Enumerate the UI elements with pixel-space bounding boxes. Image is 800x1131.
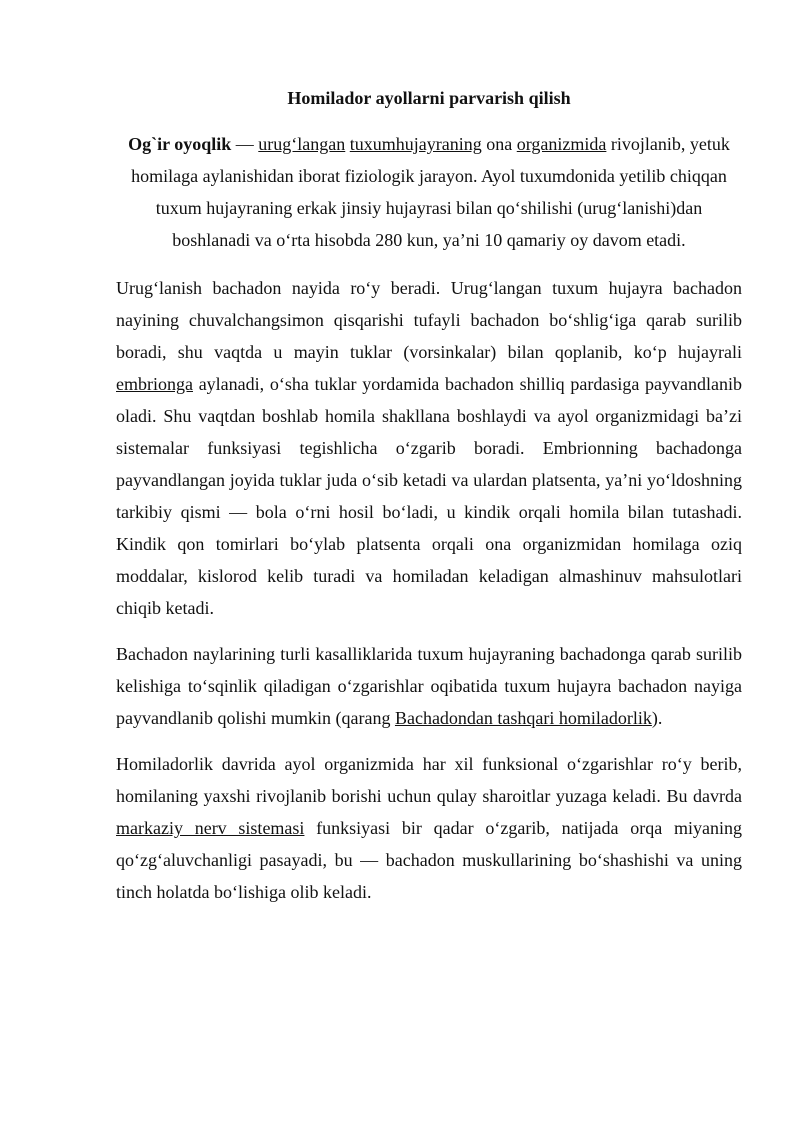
text-fragment: Urug‘lanish bachadon nayida ro‘y beradi. Urug‘langan tuxum hujayra bachadon nayining chuvalchangsimon qisqarishi tufayli bachadon bo‘shlig‘iga qarab surilib boradi, shu vaqtda u mayin tuklar (vorsinkalar) bilan qoplanib, ko‘p hujayrali [116, 278, 742, 362]
text-fragment: aylanadi, o‘sha tuklar yordamida bachadon shilliq pardasiga payvandlanib oladi. Shu vaqtdan boshlab homila shakllana boshlaydi va ayol organizmidagi ba’zi sistemalar funksiyasi tegishlicha o‘zgarib boradi. Embrionning bachadonga payvandlangan joyida tuklar juda o‘sib ketadi va ulardan platsenta, ya’ni yo‘ldoshning tarkibiy qismi — bola o‘rni hosil bo‘ladi, u kindik orqali homila bilan tutashadi. Kindik qon tomirlari bo‘ylab platsenta orqali ona organizmidan homilaga oziq moddalar, kislorod kelib turadi va homiladan keladigan almashinuv mahsulotlari chiqib ketadi. [116, 374, 742, 618]
text-fragment: funksiyasi bir qadar o‘zgarib, natijada orqa miyaning qo‘zg‘aluvchanligi pasayadi, bu — bachadon muskullarining bo‘shashishi va uning tinch holatda bo‘lishiga olib keladi. [116, 818, 742, 902]
document-body [116, 84, 742, 922]
document-title: Homilador ayollarni parvarish qilish [287, 88, 571, 108]
text-fragment: ona [481, 134, 517, 154]
text-fragment: Bachadon naylarining turli kasalliklarida tuxum hujayraning bachadonga qarab surilib kelishiga to‘sqinlik qiladigan o‘zgarishlar oqibatida tuxum hujayra bachadon nayiga payvandlanib qolishi mumkin (qarang [116, 644, 742, 728]
link-organizmida[interactable]: organizmida [516, 134, 607, 154]
paragraph-intro [116, 128, 742, 256]
paragraph-tube-diseases [116, 638, 742, 734]
text-fragment: Homiladorlik davrida ayol organizmida har xil funksional o‘zgarishlar ro‘y berib, homilaning yaxshi rivojlanib borishi uchun qulay sharoitlar yuzaga keladi. Bu davrda [116, 754, 742, 806]
link-ectopic-pregnancy[interactable]: Bachadondan tashqari homiladorlik [394, 708, 652, 728]
link-central-nervous-system[interactable]: markaziy nerv sistemasi [116, 818, 305, 838]
paragraph-functional-changes [116, 748, 742, 908]
text-fragment: ). [651, 708, 663, 728]
paragraph-fertilization [116, 272, 742, 624]
link-urug-langan[interactable]: urug‘langan [258, 134, 346, 154]
term-heading: Og`ir oyoqlik [128, 134, 232, 154]
link-embrionga[interactable]: embrionga [116, 374, 193, 394]
text-fragment: — [231, 134, 259, 154]
link-tuxumhujayraning[interactable]: tuxumhujayraning [349, 134, 482, 154]
text-fragment: rivojlanib, yetuk homilaga aylanishidan iborat fiziologik jarayon. Ayol tuxumdonida yetilib chiqqan tuxum hujayraning erkak jinsiy hujayrasi bilan qo‘shilishi (urug‘lanishi)dan boshlanadi va o‘rta hisobda 280 kun, ya’ni 10 qamariy oy davom etadi. [131, 134, 730, 250]
